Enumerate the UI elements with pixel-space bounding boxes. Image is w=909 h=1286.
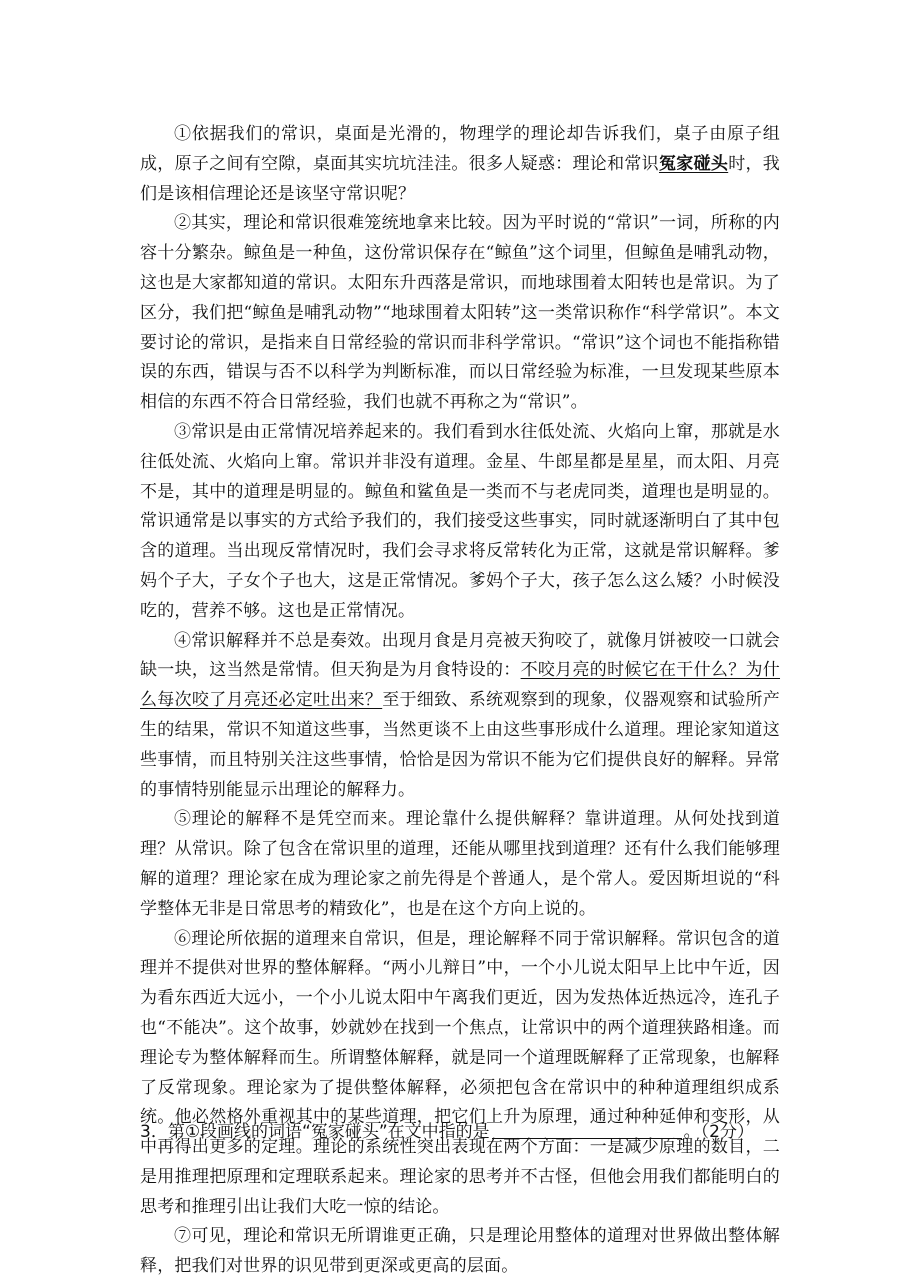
paragraph-1-text-after: 时，我们是该相信理论还是该坚守常识呢？	[140, 153, 780, 204]
question-3	[140, 1118, 780, 1147]
paragraph-4-text-after: 至于细致、系统观察到的现象，仪器观察和试验所产生的结果，常识不知道这些事，当然更谈不上由这些事形成什么道理。理论家知道这些事情，而且特别关注这些事情，恰恰是因为常识不能为它们提供良好的解释。异常的事情特别能显示出理论的解释力。	[140, 690, 780, 800]
question-3-prompt: 3．第①段画线的词语“冤家碰头”在文中指的是	[140, 1122, 490, 1142]
paragraph-5: ⑤理论的解释不是凭空而来。理论靠什么提供解释？靠讲道理。从何处找到道理？从常识。除了包含在常识里的道理，还能从哪里找到道理？还有什么我们能够理解的道理？理论家在成为理论家之前先得是个普通人，是个常人。爱因斯坦说的“科学整体无非是日常思考的精致化”，也是在这个方向上说的。	[140, 809, 780, 919]
underlined-sentence: 不咬月亮的时候它在干什么？为什么每次咬了月亮还必定吐出来？	[140, 660, 781, 711]
paragraph-7: ⑦可见，理论和常识无所谓谁更正确，只是理论用整体的道理对世界做出整体解释，把我们对世界的识见带到更深或更高的层面。	[140, 1226, 780, 1277]
paragraph-4	[140, 627, 780, 806]
paragraph-1-text-before: ①依据我们的常识，桌面是光滑的，物理学的理论却告诉我们，桌子由原子组成，原子之间有空隙，桌面其实坑坑洼洼。很多人疑惑：理论和常识	[140, 124, 780, 174]
paragraph-6: ⑥理论所依据的道理来自常识，但是，理论解释不同于常识解释。常识包含的道理并不提供对世界的整体解释。“两小儿辩日”中，一个小儿说太阳早上比中午近，因为看东西近大远小，一个小儿说太阳中午离我们更近，因为发热体近热远冷，连孔子也“不能决”。这个故事，妙就妙在找到一个焦点，让常识中的两个道理狭路相逢。而理论专为整体解释而生。所谓整体解释，就是同一个道理既解释了正常现象，也解释了反常现象。理论家为了提供整体解释，必须把包含在常识中的种种道理组织成系统。他必然格外重视其中的某些道理，把它们上升为原理，通过种种延伸和变形，从中再得出更多的定理。理论的系统性突出表现在两个方面：一是减少原理的数目，二是用推理把原理和定理联系起来。理论家的思考并不古怪，但他会用我们都能明白的思考和推理引出让我们大吃一惊的结论。	[140, 928, 780, 1217]
paragraph-4-text-before: ④常识解释并不总是奏效。出现月食是月亮被天狗咬了，就像月饼被咬一口就会缺一块，这当然是常情。但天狗是为月食特设的：	[140, 630, 780, 681]
marked-phrase: 冤家碰头	[658, 153, 729, 174]
paragraph-1	[140, 120, 780, 209]
paragraph-3: ③常识是由正常情况培养起来的。我们看到水往低处流、火焰向上窜，那就是水往低处流、火焰向上窜。常识并非没有道理。金星、牛郎星都是星星，而太阳、月亮不是，其中的道理是明显的。鲸鱼和鲨鱼是一类而不与老虎同类，道理也是明显的。常识通常是以事实的方式给予我们的，我们接受这些事实，同时就逐渐明白了其中包含的道理。当出现反常情况时，我们会寻求将反常转化为正常，这就是常识解释。爹妈个子大，子女个子也大，这是正常情况。爹妈个子大，孩子怎么这么矮？小时候没吃的，营养不够。这也是正常情况。	[140, 421, 780, 621]
answer-blank[interactable]	[492, 1122, 682, 1139]
reading-passage	[140, 120, 780, 1282]
question-3-points: 。（2分）	[683, 1122, 754, 1142]
paragraph-2: ②其实，理论和常识很难笼统地拿来比较。因为平时说的“常识”一词，所称的内容十分繁杂。鲸鱼是一种鱼，这份常识保存在“鲸鱼”这个词里，但鲸鱼是哺乳动物，这也是大家都知道的常识。太阳东升西落是常识，而地球围着太阳转也是常识。为了区分，我们把“鲸鱼是哺乳动物”“地球围着太阳转”这一类常识称作“科学常识”。本文要讨论的常识，是指来自日常经验的常识而非科学常识。“常识”这个词也不能指称错误的东西，错误与否不以科学为判断标准，而以日常经验为标准，一旦发现某些原本相信的东西不符合日常经验，我们也就不再称之为“常识”。	[140, 213, 780, 413]
